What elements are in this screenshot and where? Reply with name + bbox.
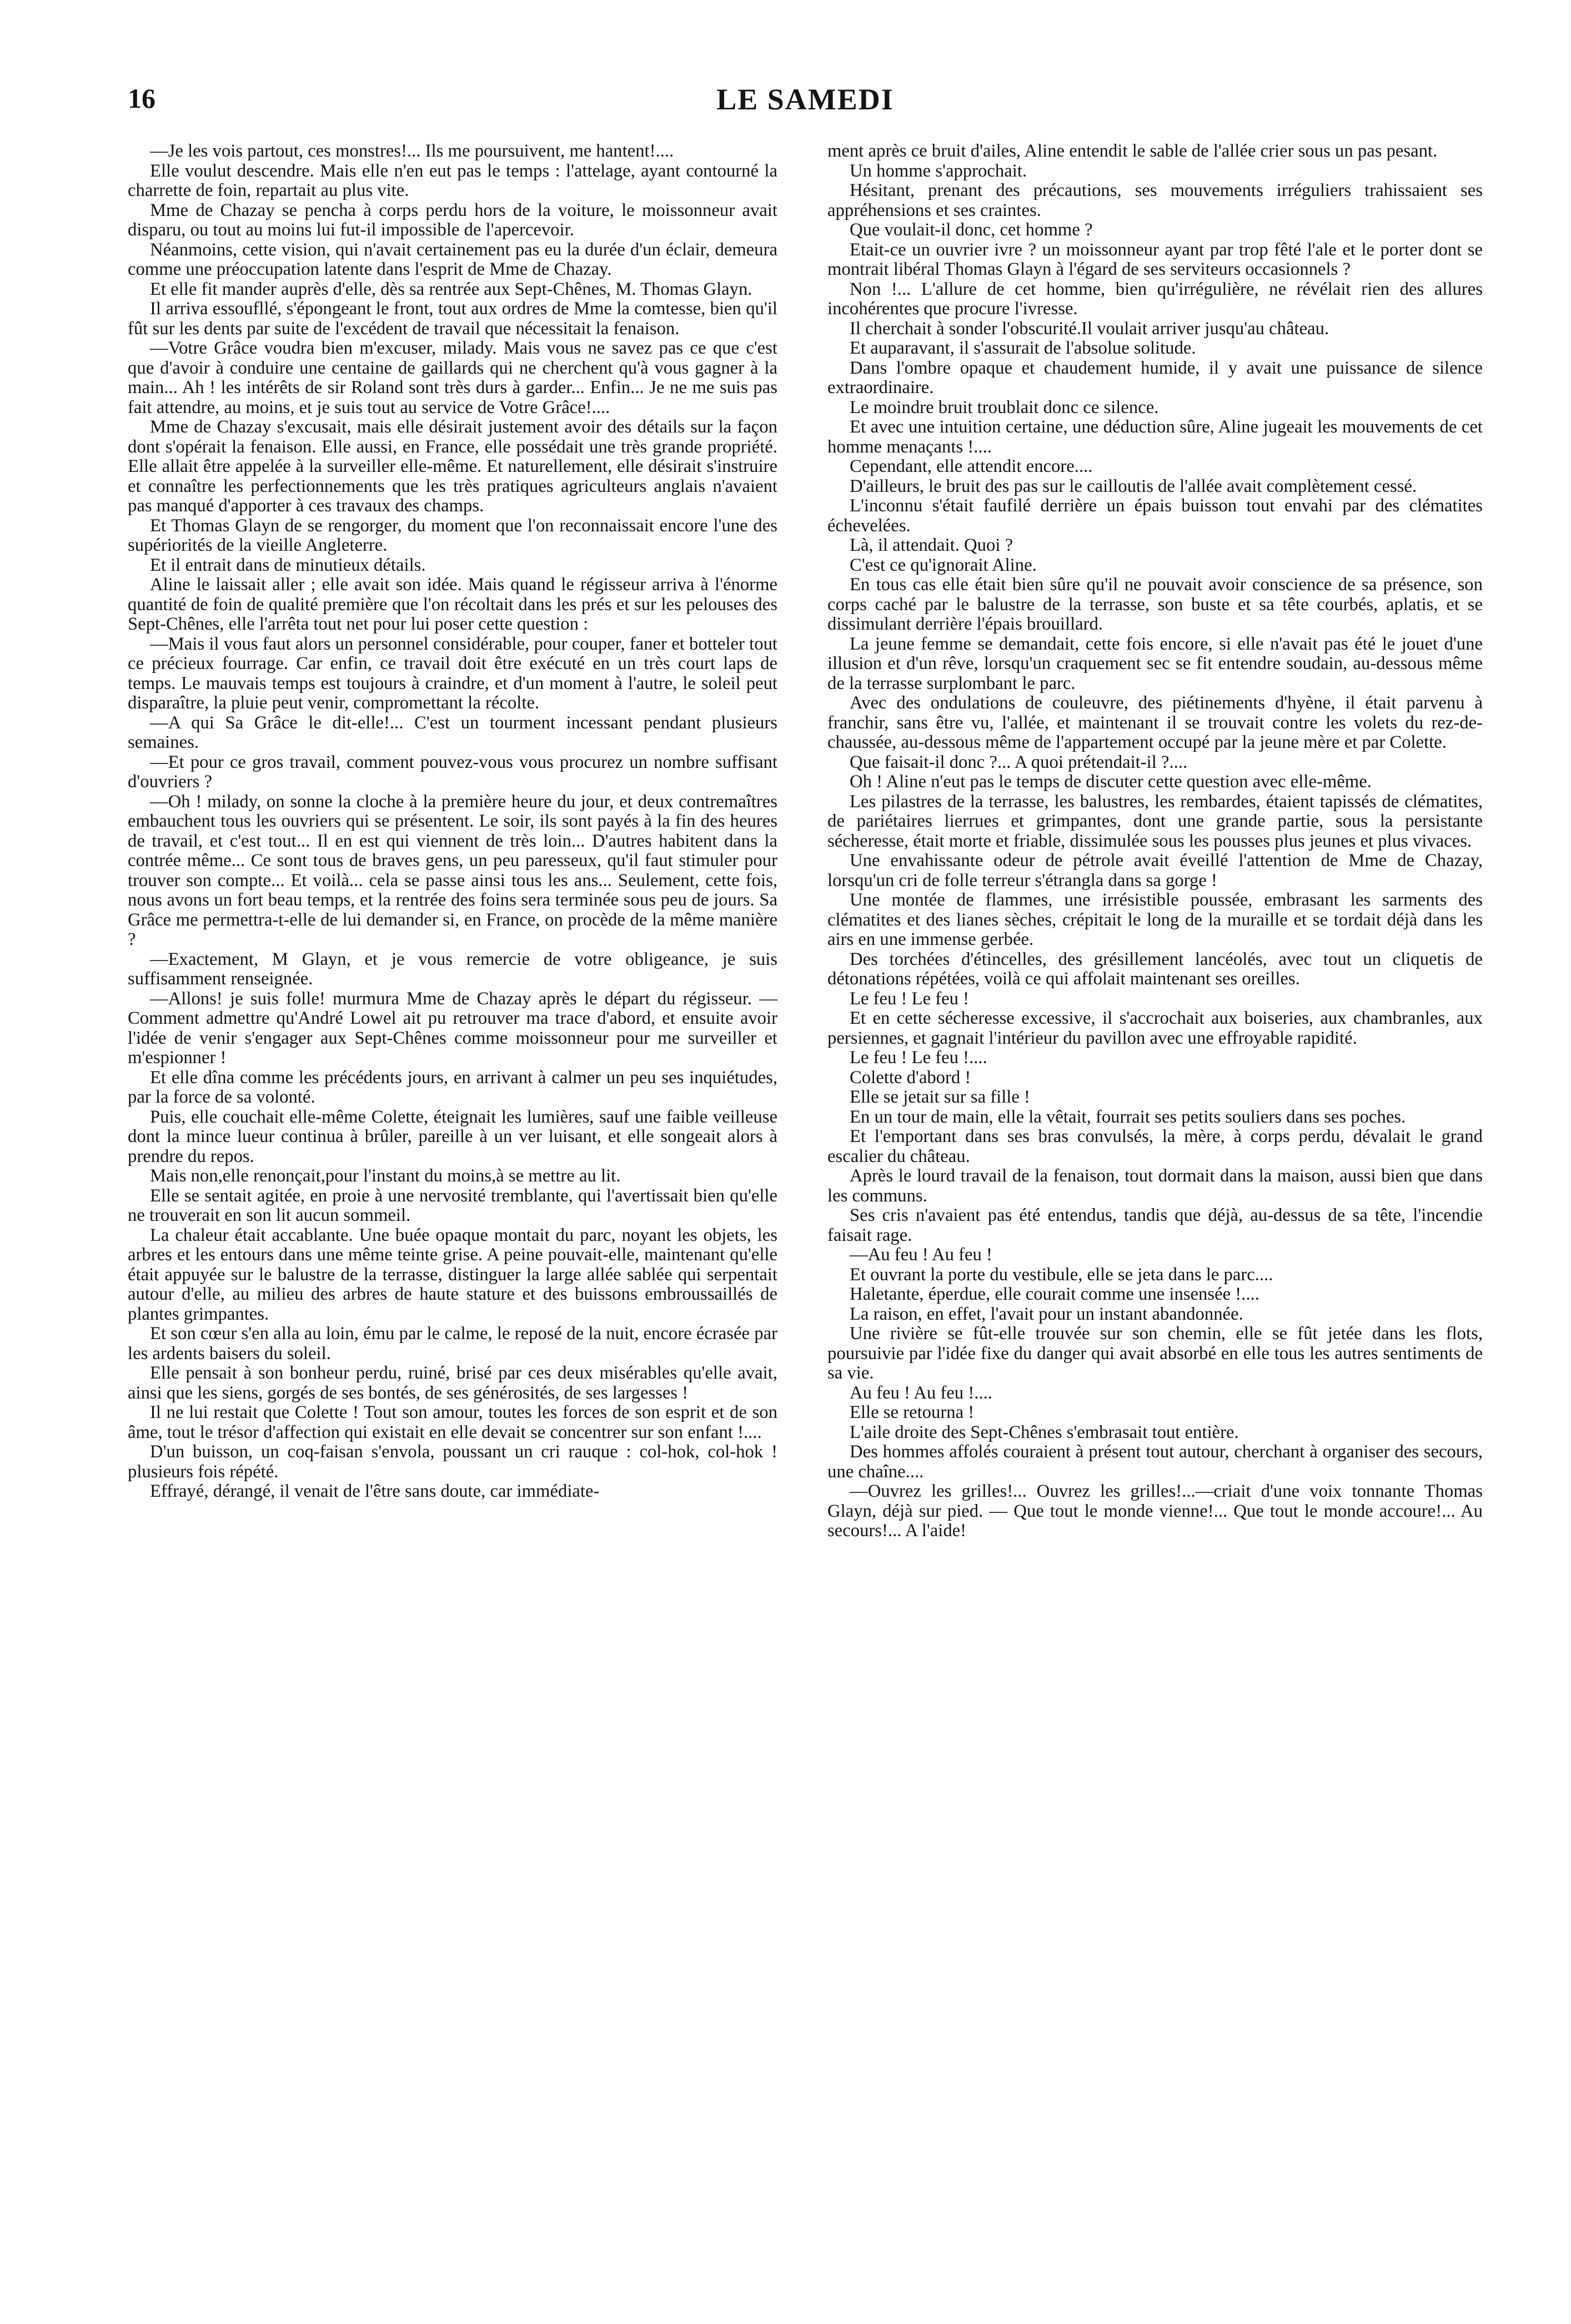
paragraph: Etait-ce un ouvrier ivre ? un moissonneur ayant par trop fêté l'ale et le porter dont se montrait libéral Thomas Glayn à l'égard de ses serviteurs occasionnels ? [827,239,1483,279]
paragraph: D'un buisson, un coq-faisan s'envola, poussant un cri rauque : col-hok, col-hok ! plusieurs fois répété. [128,1442,777,1482]
paragraph: —A qui Sa Grâce le dit-elle!... C'est un tourment incessant pendant plusieurs semaines. [128,712,777,752]
paragraph: Néanmoins, cette vision, qui n'avait certainement pas eu la durée d'un éclair, demeura comme une préoccupation latente dans l'esprit de Mme de Chazay. [128,239,777,279]
paragraph: Elle se retourna ! [850,1402,975,1422]
paragraph: —Et pour ce gros travail, comment pouvez-vous vous procurez un nombre suffisant d'ouvriers ? [128,752,777,792]
paragraph: Elle pensait à son bonheur perdu, ruiné, brisé par ces deux misérables qu'elle avait, ainsi que les siens, gorgés de ses bontés, de ses générosités, de ses largesses ! [128,1363,777,1403]
paragraph: Des hommes affolés couraient à présent tout autour, cherchant à organiser des secours, une chaîne.... [827,1442,1483,1482]
paragraph: Dans l'ombre opaque et chaudement humide, il y avait une puissance de silence extraordinaire. [827,358,1483,398]
journal-title: LE SAMEDI [716,83,894,116]
paragraph: Et elle dîna comme les précédents jours, en arrivant à calmer un peu ses inquiétudes, par la force de sa volonté. [128,1067,777,1107]
paragraph: Cependant, elle attendit encore.... [850,456,1093,476]
paragraph: Et en cette sécheresse excessive, il s'accrochait aux boiseries, aux chambranles, aux persiennes, et gagnait l'intérieur du pavillon avec une effroyable rapidité. [827,1008,1483,1048]
paragraph: Aline le laissait aller ; elle avait son idée. Mais quand le régisseur arriva à l'énorme quantité de foin de qualité première que l'on récoltait dans les prés et sur les pelouses des Sept-Chênes, elle l'arrêta tout net pour lui poser cette question : [128,575,777,634]
paragraph: —Exactement, M Glayn, et je vous remercie de votre obligeance, je suis suffisamment renseignée. [128,949,777,989]
paragraph: Au feu ! Au feu !.... [850,1382,992,1403]
paragraph: —Au feu ! Au feu ! [850,1245,992,1265]
paragraph: Elle se sentait agitée, en proie à une nervosité tremblante, qui l'avertissait bien qu'elle ne trouverait en son lit aucun sommeil. [128,1185,777,1225]
paragraph: —Votre Grâce voudra bien m'excuser, milady. Mais vous ne savez pas ce que c'est que d'avoir à conduire une centaine de gaillards qui ne cherchent qu'à vous gagner à la main... Ah ! les intérêts de sir Roland sont très durs à garder... Enfin... Je ne me suis pas fait attendre, au moins, et je suis tout au service de Votre Grâce!.... [128,338,777,417]
paragraph: Que voulait-il donc, cet homme ? [850,220,1093,240]
paragraph: La chaleur était accablante. Une buée opaque montait du parc, noyant les objets, les arbres et les entours dans une même teinte grise. A peine pouvait-elle, maintenant qu'elle était appuyée sur le balustre de la terrasse, distinguer la large allée sablée qui serpentait autour d'elle, au milieu des arbres de haute stature et des buissons embroussaillés de plantes grimpantes. [128,1225,777,1324]
paragraph: L'inconnu s'était faufilé derrière un épais buisson tout envahi par des clématites échevelées. [827,496,1483,536]
page-header [128,82,1483,132]
paragraph: Et l'emportant dans ses bras convulsés, la mère, à corps perdu, dévalait le grand escalier du château. [827,1126,1483,1166]
paragraph: Il ne lui restait que Colette ! Tout son amour, toutes les forces de son esprit et de son âme, tout le trésor d'affection qui existait en elle devait se concentrer sur son enfant !.... [128,1402,777,1442]
paragraph: Une rivière se fût-elle trouvée sur son chemin, elle se fût jetée dans les flots, poursuivie par l'idée fixe du danger qui avait absorbé en elle tous les autres sentiments de sa vie. [827,1324,1483,1383]
paragraph: Des torchées d'étincelles, des grésillement lancéolés, avec tout un cliquetis de détonations répétées, voilà ce qui affolait maintenant ses oreilles. [827,949,1483,989]
paragraph: Le feu ! Le feu !.... [850,1048,987,1068]
paragraph: Puis, elle couchait elle-même Colette, éteignait les lumières, sauf une faible veilleuse dont la mince lueur continua à brûler, pareille à un ver luisant, et elle songeait alors à prendre du repos. [128,1106,777,1166]
paragraph: La jeune femme se demandait, cette fois encore, si elle n'avait pas été le jouet d'une illusion et d'un rêve, lorsqu'un craquement sec se fit entendre soudain, au-dessous même de la terrasse surplombant le parc. [827,633,1483,693]
paragraph: En tous cas elle était bien sûre qu'il ne pouvait avoir conscience de sa présence, son corps caché par le balustre de la terrasse, son buste et sa tête courbés, aplatis, et se dissimulant derrière l'épais brouillard. [827,575,1483,634]
paragraph: ment après ce bruit d'ailes, Aline entendit le sable de l'allée crier sous un pas pesant. [827,142,1438,161]
paragraph: —Ouvrez les grilles!... Ouvrez les grilles!...—criait d'une voix tonnante Thomas Glayn, déjà sur pied. — Que tout le monde vienne!... Que tout le monde accoure!... Au secours!... A l'aide! [827,1481,1483,1541]
paragraph: Et il entrait dans de minutieux détails. [150,555,426,575]
paragraph: Les pilastres de la terrasse, les balustres, les rembardes, étaient tapissés de clématites, de pariétaires lierrues et grimpantes, dont une grande partie, sous la persistante sécheresse, était morte et friable, dissimulée sous les pousses plus jeunes et plus vivaces. [827,791,1483,851]
paragraph: Effrayé, dérangé, il venait de l'être sans doute, car immédiate- [150,1481,600,1501]
paragraph: Le moindre bruit troublait donc ce silence. [850,397,1159,417]
paragraph: Et son cœur s'en alla au loin, ému par le calme, le reposé de la nuit, encore écrasée par les ardents baisers du soleil. [128,1324,777,1364]
paragraph: —Je les vois partout, ces monstres!... Ils me poursuivent, me hantent!.... [150,142,674,161]
paragraph: Là, il attendait. Quoi ? [850,535,1013,555]
paragraph: Et avec une intuition certaine, une déduction sûre, Aline jugeait les mouvements de cet homme menaçants !.... [827,417,1483,457]
paragraph: —Mais il vous faut alors un personnel considérable, pour couper, faner et botteler tout ce précieux fourrage. Car enfin, ce travail doit être exécuté en un très court laps de temps. Le mauvais temps est toujours à craindre, et d'un moment à l'autre, le soleil peut disparaître, la pluie peut venir, compromettant la récolte. [128,633,777,713]
paragraph: Mais non,elle renonçait,pour l'instant du moins,à se mettre au lit. [150,1166,621,1186]
paragraph: Elle voulut descendre. Mais elle n'en eut pas le temps : l'attelage, ayant contourné la charrette de foin, repartait au plus vite. [128,160,777,200]
paragraph: Et ouvrant la porte du vestibule, elle se jeta dans le parc.... [850,1264,1273,1285]
paragraph: Mme de Chazay se pencha à corps perdu hors de la voiture, le moissonneur avait disparu, ou tout au moins lui fut-il impossible de l'apercevoir. [128,200,777,240]
paragraph: L'aile droite des Sept-Chênes s'embrasait tout entière. [850,1422,1239,1442]
paragraph: Et elle fit mander auprès d'elle, dès sa rentrée aux Sept-Chênes, M. Thomas Glayn. [150,279,752,299]
paragraph: C'est ce qu'ignorait Aline. [850,555,1037,575]
paragraph: Il arriva essoufllé, s'épongeant le front, tout aux ordres de Mme la comtesse, bien qu'il fût sur les dents par suite de l'excédent de travail que nécessitait la fenaison. [128,299,777,339]
paragraph: Après le lourd travail de la fenaison, tout dormait dans la maison, aussi bien que dans les communs. [827,1166,1483,1206]
paragraph: Elle se jetait sur sa fille ! [850,1087,1030,1107]
paragraph: Haletante, éperdue, elle courait comme une insensée !.... [850,1284,1259,1304]
paragraph: Oh ! Aline n'eut pas le temps de discuter cette question avec elle-même. [850,772,1372,792]
paragraph: D'ailleurs, le bruit des pas sur le cailloutis de l'allée avait complètement cessé. [850,476,1417,496]
paragraph: Il cherchait à sonder l'obscurité.Il voulait arriver jusqu'au château. [850,318,1329,339]
paragraph: Une envahissante odeur de pétrole avait éveillé l'attention de Mme de Chazay, lorsqu'un cri de folle terreur s'étrangla dans sa gorge ! [827,851,1483,891]
paragraph: —Oh ! milady, on sonne la cloche à la première heure du jour, et deux contremaîtres embauchent tous les ouvriers qui se présentent. Le soir, ils sont payés à la fin des heures de travail, et c'est tout... Il en est qui viennent de très loin... D'autres habitent dans la contrée même... Ce sont tous de braves gens, un peu paresseux, qu'il faut stimuler pour trouver son compte... Et voilà... cela se passe ainsi tous les ans... Seulement, cette fois, nous avons un fort beau temps, et la rentrée des foins sera terminée sous peu de jours. Sa Grâce me permettra-t-elle de lui demander si, en France, on procède de la même manière ? [128,791,777,949]
paragraph: Et auparavant, il s'assurait de l'absolue solitude. [850,338,1196,358]
paragraph: Avec des ondulations de couleuvre, des piétinements d'hyène, il était parvenu à franchir, sans être vu, l'allée, et maintenant il se trouvait contre les volets du rez-de-chaussée, au-dessous même de l'appartement occupé par la jeune mère et par Colette. [827,693,1483,752]
paragraph: Que faisait-il donc ?... A quoi prétendait-il ?.... [850,752,1188,772]
paragraph: —Allons! je suis folle! murmura Mme de Chazay après le départ du régisseur. — Comment admettre qu'André Lowel ait pu retrouver ma trace d'abord, et ensuite avoir l'idée de venir s'engager aux Sept-Chênes comme moissonneur pour me surveiller et m'espionner ! [128,988,777,1068]
paragraph: Colette d'abord ! [850,1067,971,1088]
left-column [128,142,777,2301]
paragraph: Mme de Chazay s'excusait, mais elle désirait justement avoir des détails sur la façon dont s'opérait la fenaison. Elle aussi, en France, elle possédait une très grande propriété. Elle allait être appelée à la surveiller elle-même. Et naturellement, elle désirait s'instruire et connaître les perfectionnements que les très pratiques agriculteurs anglais n'avaient pas manqué d'apporter à ces travaux des champs. [128,417,777,516]
paragraph: Non !... L'allure de cet homme, bien qu'irrégulière, ne révélait rien des allures incohérentes que procure l'ivresse. [827,279,1483,319]
paragraph: Un homme s'approchait. [850,160,1027,181]
paragraph: Une montée de flammes, une irrésistible poussée, embrasant les sarments des clématites et des lianes sèches, crépitait le long de la muraille et se tordait déjà dans les airs en une immense gerbée. [827,890,1483,949]
paragraph: En un tour de main, elle la vêtait, fourrait ses petits souliers dans ses poches. [850,1106,1406,1127]
paragraph: Ses cris n'avaient pas été entendus, tandis que déjà, au-dessus de sa tête, l'incendie faisait rage. [827,1205,1483,1245]
page-number: 16 [128,83,155,114]
right-column [827,142,1483,2301]
paragraph: La raison, en effet, l'avait pour un instant abandonnée. [850,1304,1243,1324]
paragraph: Hésitant, prenant des précautions, ses mouvements irréguliers trahissaient ses appréhensions et ses craintes. [827,180,1483,220]
paragraph: Et Thomas Glayn de se rengorger, du moment que l'on reconnaissait encore l'une des supériorités de la vieille Angleterre. [128,515,777,555]
paragraph: Le feu ! Le feu ! [850,988,970,1009]
